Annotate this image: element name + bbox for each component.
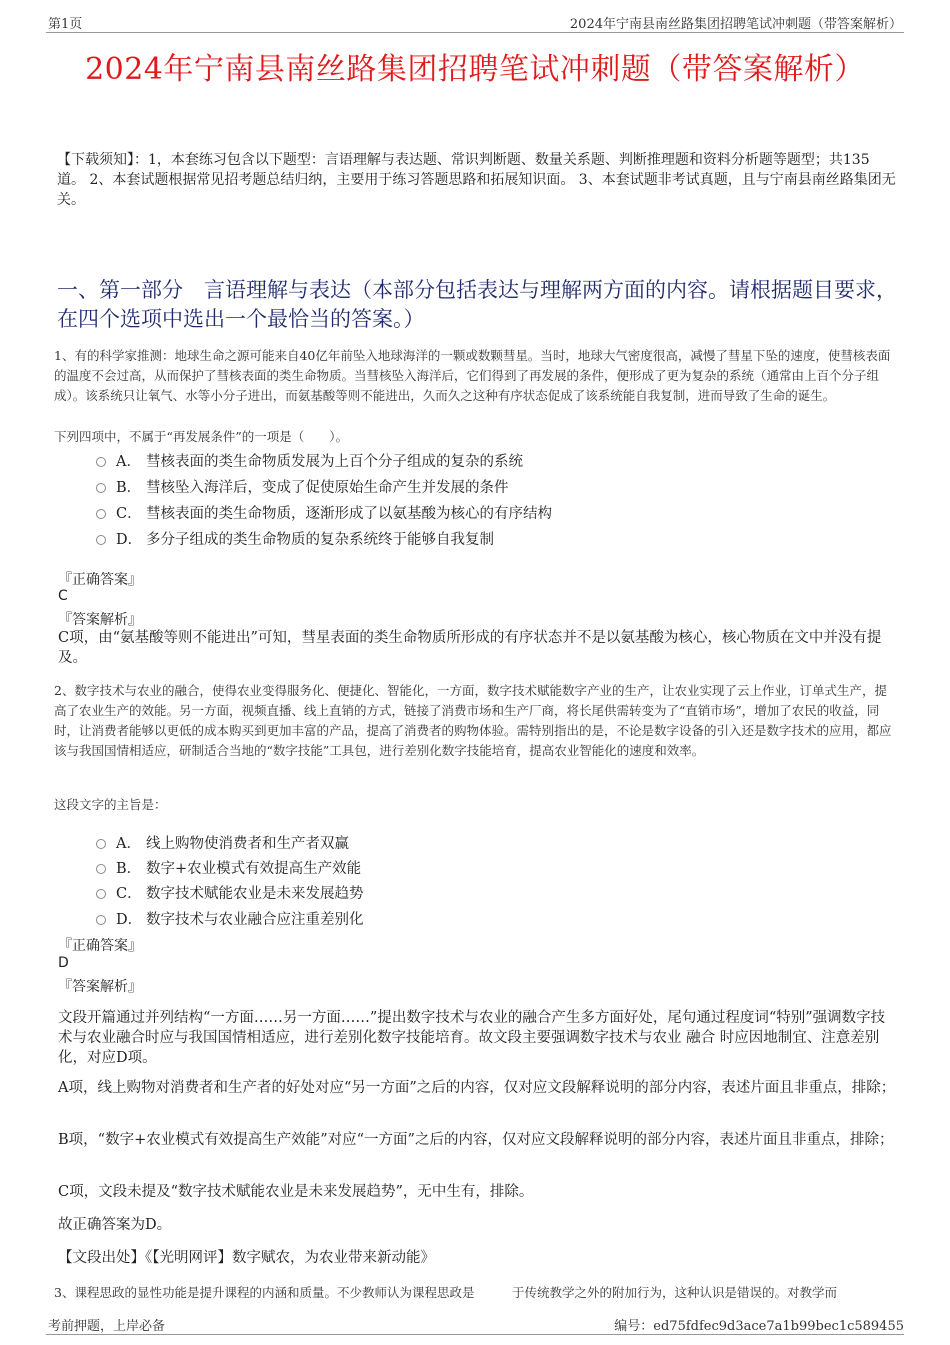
option-letter: D． <box>116 532 143 548</box>
q1-analysis: C项，由“氨基酸等则不能进出”可知，彗星表面的类生命物质所形成的有序状态并不是以氨基酸为核心，核心物质在文中并没有提及。 <box>58 630 882 666</box>
option-text: 线上购物使消费者和生产者双赢 <box>146 836 349 852</box>
q1-option-d[interactable] <box>96 528 494 549</box>
q2-option-d[interactable] <box>96 908 364 929</box>
footer-slogan: 考前押题，上岸必备 <box>48 1319 166 1334</box>
q1-option-a[interactable] <box>96 450 523 471</box>
q2-option-c[interactable] <box>96 882 364 903</box>
radio-icon[interactable] <box>96 457 106 467</box>
q1-option-c[interactable] <box>96 502 552 523</box>
radio-icon[interactable] <box>96 864 106 874</box>
option-letter: D． <box>116 912 143 928</box>
option-letter: C． <box>116 506 142 522</box>
option-text: 彗核表面的类生命物质发展为上百个分子组成的复杂的系统 <box>146 454 523 470</box>
q2-analysis-tag: 『答案解析』 <box>58 979 142 995</box>
option-text: 数字+农业模式有效提高生产效能 <box>146 861 362 877</box>
q1-stem: 1、有的科学家推测：地球生命之源可能来自40亿年前坠入地球海洋的一颗或数颗彗星。当时，地球大气密度很高，减慢了彗星下坠的速度，使彗核表面的温度不会过高，从而保护了彗核表面的类生命物质。当彗核坠入海洋后，它们得到了再发展的条件，便形成了更为复杂的系统（通常由上百个分子组成）。该系统只让氧气、水等小分子进出，而氨基酸等则不能进出，久而久之这种有序状态促成了该系统能自我复制，进而导致了生命的诞生。 <box>54 348 891 403</box>
q2-analysis-p2: A项，线上购物对消费者和生产者的好处对应“另一方面”之后的内容，仅对应文段解释说明的部分内容，表述片面且非重点，排除； <box>58 1080 896 1096</box>
radio-icon[interactable] <box>96 915 106 925</box>
download-notice: 【下载须知】：1，本套练习包含以下题型：言语理解与表达题、常识判断题、数量关系题、判断推理题和资料分析题等题型；共135道。 2、本套试题根据常见招考题总结归纳，主要用于练习答题思路和拓展知识面。 3、本套试题非考试真题，且与宁南县南丝路集团无关。 <box>57 152 896 208</box>
option-text: 数字技术赋能农业是未来发展趋势 <box>146 886 364 902</box>
q2-answer-tag: 『正确答案』 <box>58 938 142 954</box>
option-letter: A． <box>116 454 141 470</box>
option-text: 彗核表面的类生命物质，逐渐形成了以氨基酸为核心的有序结构 <box>146 506 552 522</box>
radio-icon[interactable] <box>96 839 106 849</box>
q2-stem: 2、数字技术与农业的融合，使得农业变得服务化、便捷化、智能化，一方面，数字技术赋能数字产业的生产，让农业实现了云上作业，订单式生产，提高了农业生产的效能。另一方面，视频直播、线上直销的方式，链接了消费市场和生产厂商，将长尾供需转变为了“直销市场”，增加了农民的收益，同时，让消费者能够以更低的成本购买到更加丰富的产品，提高了消费者的购物体验。需特别指出的是，不论是数字设备的引入还是数字技术的应用，都应该与我国国情相适应，研制适合当地的“数字技能”工具包，进行差别化数字技能培育，提高农业智能化的速度和效率。 <box>54 683 892 758</box>
header-divider <box>46 32 904 33</box>
page-title: 2024年宁南县南丝路集团招聘笔试冲刺题（带答案解析） <box>85 52 865 87</box>
option-text: 多分子组成的类生命物质的复杂系统终于能够自我复制 <box>146 532 494 548</box>
q2-analysis-source: 【文段出处】《【光明网评】数字赋农，为农业带来新动能》 <box>58 1250 435 1266</box>
q2-analysis-p5: 故正确答案为D。 <box>58 1217 172 1233</box>
option-letter: B． <box>116 861 142 877</box>
q2-option-a[interactable] <box>96 832 349 853</box>
q2-analysis-p3: B项，“数字+农业模式有效提高生产效能”对应“一方面”之后的内容，仅对应文段解释说明的部分内容，表述片面且非重点，排除； <box>58 1132 894 1148</box>
q1-question: 下列四项中，不属于“再发展条件”的一项是（ ）。 <box>54 429 349 444</box>
footer-code: 编号：ed75fdfec9d3ace7a1b99bec1c589455 <box>614 1319 904 1334</box>
q2-option-b[interactable] <box>96 857 361 878</box>
option-letter: B． <box>116 480 142 496</box>
q2-analysis-p1: 文段开篇通过并列结构“一方面……另一方面……”提出数字技术与农业的融合产生多方面好处，尾句通过程度词“特别”强调数字技术与农业融合时应与我国国情相适应，进行差别化数字技能培育。故文段主要强调数字技术与农业 融合 时应因地制宜、注意差别化，对应D项。 <box>58 1010 886 1066</box>
footer-divider <box>46 1334 904 1335</box>
radio-icon[interactable] <box>96 889 106 899</box>
q3-stem: 3、课程思政的显性功能是提升课程的内涵和质量。不少教师认为课程思政是 于传统教学之外的附加行为，这种认识是错误的。对教学而 <box>54 1285 837 1300</box>
option-text: 数字技术与农业融合应注重差别化 <box>146 912 364 928</box>
q1-answer: C <box>58 588 68 604</box>
radio-icon[interactable] <box>96 483 106 493</box>
header-doc-title: 2024年宁南县南丝路集团招聘笔试冲刺题（带答案解析） <box>569 17 902 32</box>
q1-option-b[interactable] <box>96 476 509 497</box>
header-page-number: 第1页 <box>48 17 83 32</box>
q2-analysis-p4: C项，文段未提及“数字技术赋能农业是未来发展趋势”，无中生有，排除。 <box>58 1184 534 1200</box>
radio-icon[interactable] <box>96 509 106 519</box>
option-letter: C． <box>116 886 142 902</box>
radio-icon[interactable] <box>96 535 106 545</box>
section-heading: 一、第一部分 言语理解与表达（本部分包括表达与理解两方面的内容。请根据题目要求，在四个选项中选出一个最恰当的答案。） <box>57 278 897 331</box>
q2-answer: D <box>58 955 69 971</box>
q1-answer-tag: 『正确答案』 <box>58 572 142 588</box>
option-text: 彗核坠入海洋后，变成了促使原始生命产生并发展的条件 <box>146 480 509 496</box>
option-letter: A． <box>116 836 141 852</box>
q1-analysis-tag: 『答案解析』 <box>58 612 142 628</box>
q2-question: 这段文字的主旨是： <box>54 797 167 812</box>
